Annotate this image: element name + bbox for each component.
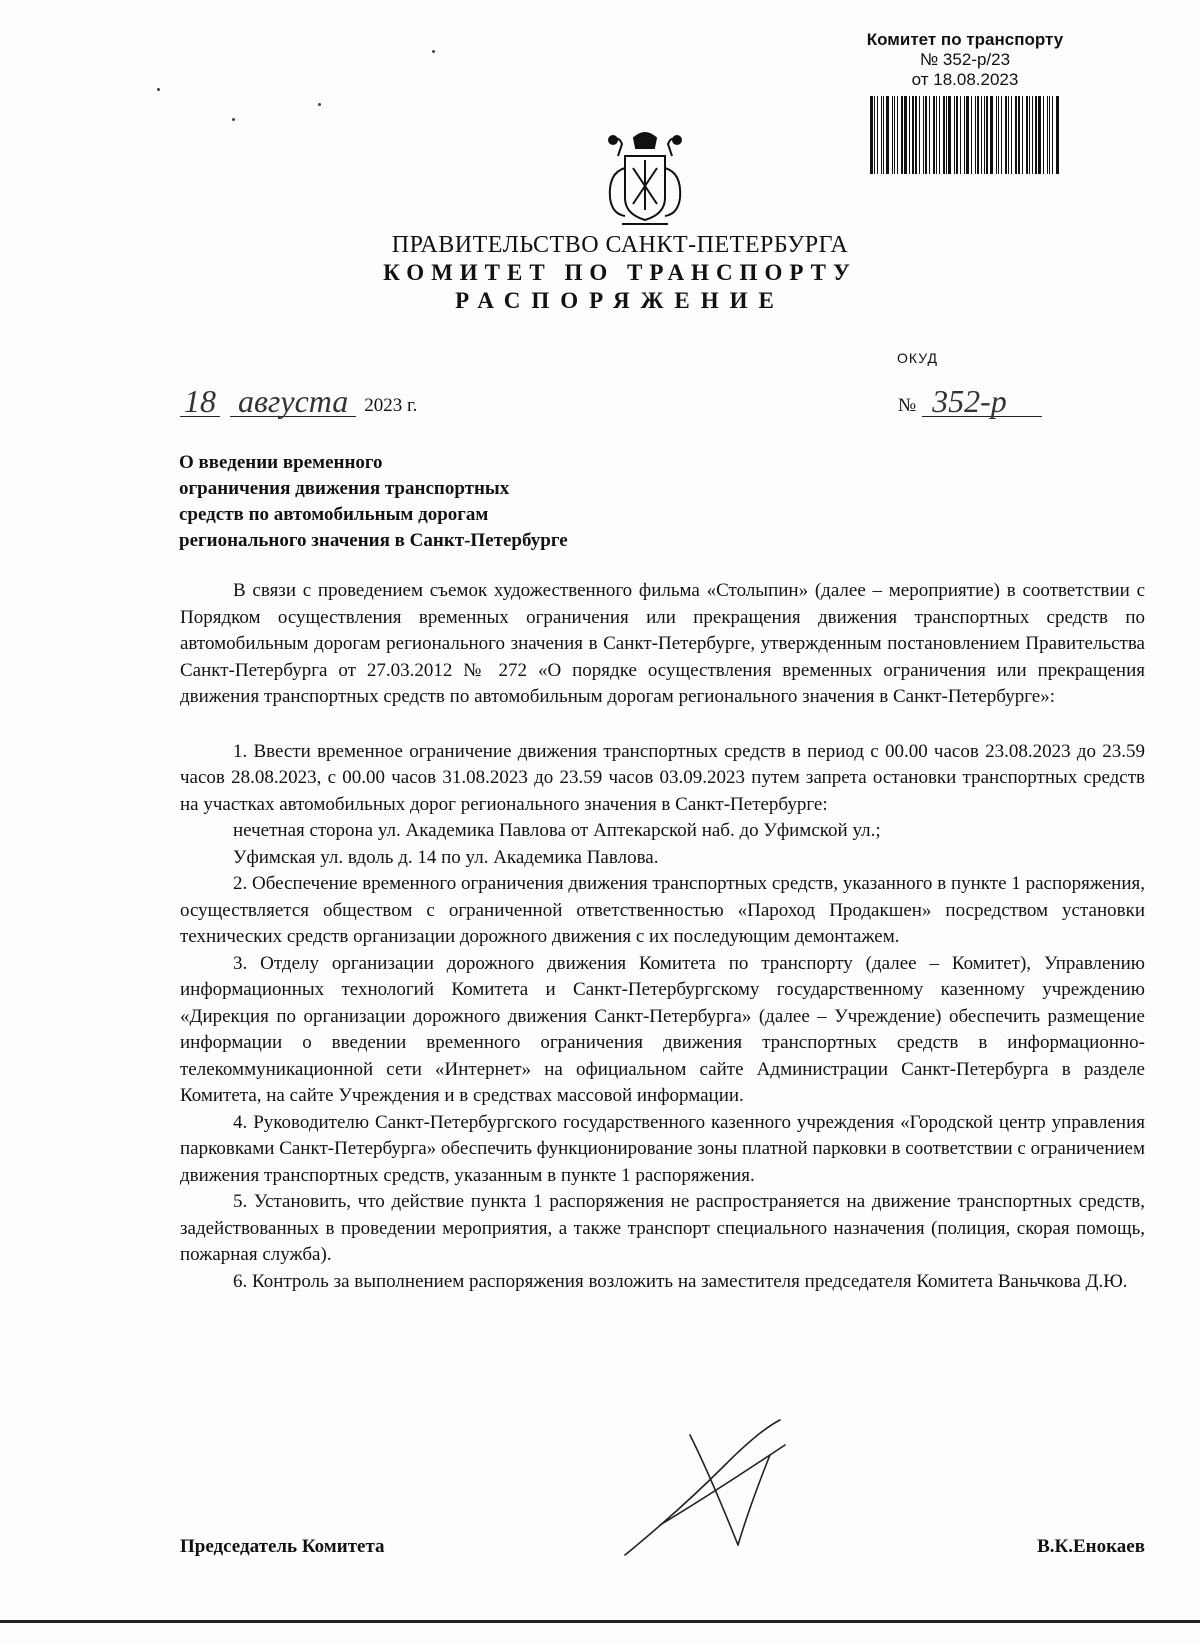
item-5-paragraph: 5. Установить, что действие пункта 1 распоряжения не распространяется на движение транспортных средств, задействованных в проведении мероприятия, а также транспорт специального назначения (полиция, скорая помощь, пожарная служба).: [180, 1191, 1145, 1265]
barcode-bar: [923, 96, 924, 174]
date-year: 2023 г.: [364, 395, 418, 416]
barcode-bar: [897, 96, 898, 174]
scan-edge: [0, 1620, 1200, 1623]
barcode-bar: [1005, 96, 1007, 174]
subject-line: ограничения движения транспортных: [179, 478, 510, 499]
scan-speck: [157, 88, 160, 91]
st-petersburg-coat-of-arms-icon: [600, 128, 690, 228]
barcode-bar: [881, 96, 882, 174]
barcode-bar: [894, 96, 895, 174]
barcode-bar: [909, 96, 910, 174]
signature-block: [180, 1536, 1145, 1558]
barcode-bar: [1049, 96, 1051, 174]
item-6-paragraph: 6. Контроль за выполнением распоряжения возложить на заместителя председателя Комитета Ваньчкова Д.Ю.: [233, 1270, 1128, 1292]
barcode-bar: [960, 96, 962, 174]
barcode-bar: [1056, 96, 1059, 174]
barcode-bar: [915, 96, 917, 174]
document-date: [180, 383, 418, 419]
signer-name: В.К.Енокаев: [1037, 1536, 1145, 1557]
barcode-bar: [946, 96, 947, 174]
barcode-bar: [886, 96, 889, 174]
stamp-date: от 18.08.2023: [911, 70, 1019, 89]
barcode-bar: [956, 96, 958, 174]
barcode-bar: [1035, 96, 1037, 174]
subject-line: О введении временного: [179, 452, 383, 473]
scan-speck: [318, 103, 321, 106]
document-body: [180, 578, 1145, 1295]
barcode-bar: [936, 96, 937, 174]
stamp-number: № 352-р/23: [919, 50, 1011, 69]
barcode-bar: [1001, 96, 1002, 174]
barcode-bar: [948, 96, 951, 174]
barcode-bar: [912, 96, 914, 174]
barcode-bar: [1011, 96, 1012, 174]
barcode-bar: [964, 96, 965, 174]
stamp-committee: Комитет по транспорту: [866, 30, 1064, 49]
item-1-street-2: Уфимская ул. вдоль д. 14 по ул. Академика Павлова.: [233, 846, 659, 868]
item-1-street-1: нечетная сторона ул. Академика Павлова от Аптекарской наб. до Уфимской ул.;: [233, 820, 881, 841]
date-day: 18: [180, 386, 220, 417]
barcode-bar: [1018, 96, 1020, 174]
barcode-bar: [990, 96, 993, 174]
barcode-bar: [870, 96, 873, 174]
registration-stamp: [820, 30, 1110, 174]
barcode-bar: [933, 96, 935, 174]
document-subject: [179, 450, 739, 554]
scan-speck: [432, 50, 435, 53]
barcode-bar: [971, 96, 972, 174]
barcode-bar: [1029, 96, 1030, 174]
document-number: [898, 383, 1042, 419]
preamble-paragraph: В связи с проведением съемок художественного фильма «Столыпин» (далее – мероприятие) в соответствии с Порядком осуществления временных ограничения или прекращения движения транспортных средств по автомобильным дорогам регионального значения в Санкт-Петербурге, утвержденным постановлением Правительства Санкт-Петербурга от 27.03.2012 № 272 «О порядке осуществления временных ограничения или прекращения движения транспортных средств по автомобильным дорогам регионального значения в Санкт-Петербурге»:: [180, 580, 1145, 707]
barcode-icon: [870, 96, 1060, 174]
barcode-bar: [1015, 96, 1018, 174]
number-prefix: №: [898, 395, 917, 416]
barcode-bar: [1047, 96, 1048, 174]
barcode-bar: [975, 96, 976, 174]
barcode-bar: [1032, 96, 1033, 174]
barcode-bar: [1008, 96, 1009, 174]
barcode-bar: [925, 96, 928, 174]
barcode-bar: [1038, 96, 1041, 174]
barcode-bar: [939, 96, 940, 174]
scan-speck: [232, 118, 235, 121]
number-value: 352-р: [922, 386, 1042, 417]
barcode-bar: [1043, 96, 1044, 174]
barcode-bar: [977, 96, 979, 174]
item-1-paragraph: 1. Ввести временное ограничение движения транспортных средств в период с 00.00 часов 23.08.2023 до 23.59 часов 28.08.2023, с 00.00 часов 31.08.2023 до 23.59 часов 03.09.2023 путем запрета остановки транспортных средств на участках автомобильных дорог регионального значения в Санкт-Петербурге:: [180, 740, 1145, 815]
barcode-bar: [877, 96, 879, 174]
barcode-bar: [954, 96, 955, 174]
item-2-paragraph: 2. Обеспечение временного ограничения движения транспортных средств, указанного в пункте 1 распоряжения, осуществляется обществом с ограниченной ответственностью «Пароход Продакшен» посредством установки технических средств организации дорожного движения с их последующим демонтажем.: [180, 873, 1145, 947]
document-type-title: РАСПОРЯЖЕНИЕ: [455, 288, 785, 313]
barcode-bar: [874, 96, 875, 174]
barcode-bar: [986, 96, 988, 174]
subject-line: регионального значения в Санкт-Петербурге: [179, 530, 568, 551]
item-3-paragraph: 3. Отделу организации дорожного движения Комитета по транспорту (далее – Комитет), Управлению информационных технологий Комитета и Санкт-Петербургскому государственному казенному учреждению «Дирекция по организации дорожного движения Санкт-Петербурга» (далее – Учреждение) обеспечить размещение информации о введении временного ограничения движения транспортных средств в информационно-телекоммуникационной сети «Интернет» на официальном сайте Администрации Санкт-Петербурга в разделе Комитета, на сайте Учреждения и в средствах массовой информации.: [180, 952, 1145, 1106]
barcode-bar: [1022, 96, 1023, 174]
barcode-bar: [929, 96, 930, 174]
barcode-bar: [981, 96, 982, 174]
okud-label: ОКУД: [897, 350, 938, 366]
barcode-bar: [998, 96, 1000, 174]
date-month: августа: [230, 386, 356, 417]
barcode-bar: [996, 96, 997, 174]
barcode-bar: [904, 96, 907, 174]
barcode-bar: [943, 96, 945, 174]
subject-line: средств по автомобильным дорогам: [179, 504, 489, 525]
barcode-bar: [919, 96, 920, 174]
barcode-bar: [1026, 96, 1028, 174]
signer-position: Председатель Комитета: [180, 1536, 385, 1557]
barcode-bar: [966, 96, 969, 174]
barcode-bar: [901, 96, 903, 174]
barcode-bar: [883, 96, 884, 174]
barcode-bar: [892, 96, 894, 174]
barcode-bar: [984, 96, 985, 174]
item-4-paragraph: 4. Руководителю Санкт-Петербургского государственного казенного учреждения «Городской центр управления парковками Санкт-Петербурга» обеспечить функционирование зоны платной парковки в соответствии с ограничением движения транспортных средств, указанным в пункте 1 распоряжения.: [180, 1111, 1145, 1186]
barcode-bar: [1052, 96, 1053, 174]
government-title: ПРАВИТЕЛЬСТВО САНКТ-ПЕТЕРБУРГА: [391, 232, 849, 258]
committee-title: КОМИТЕТ ПО ТРАНСПОРТУ: [383, 260, 857, 285]
